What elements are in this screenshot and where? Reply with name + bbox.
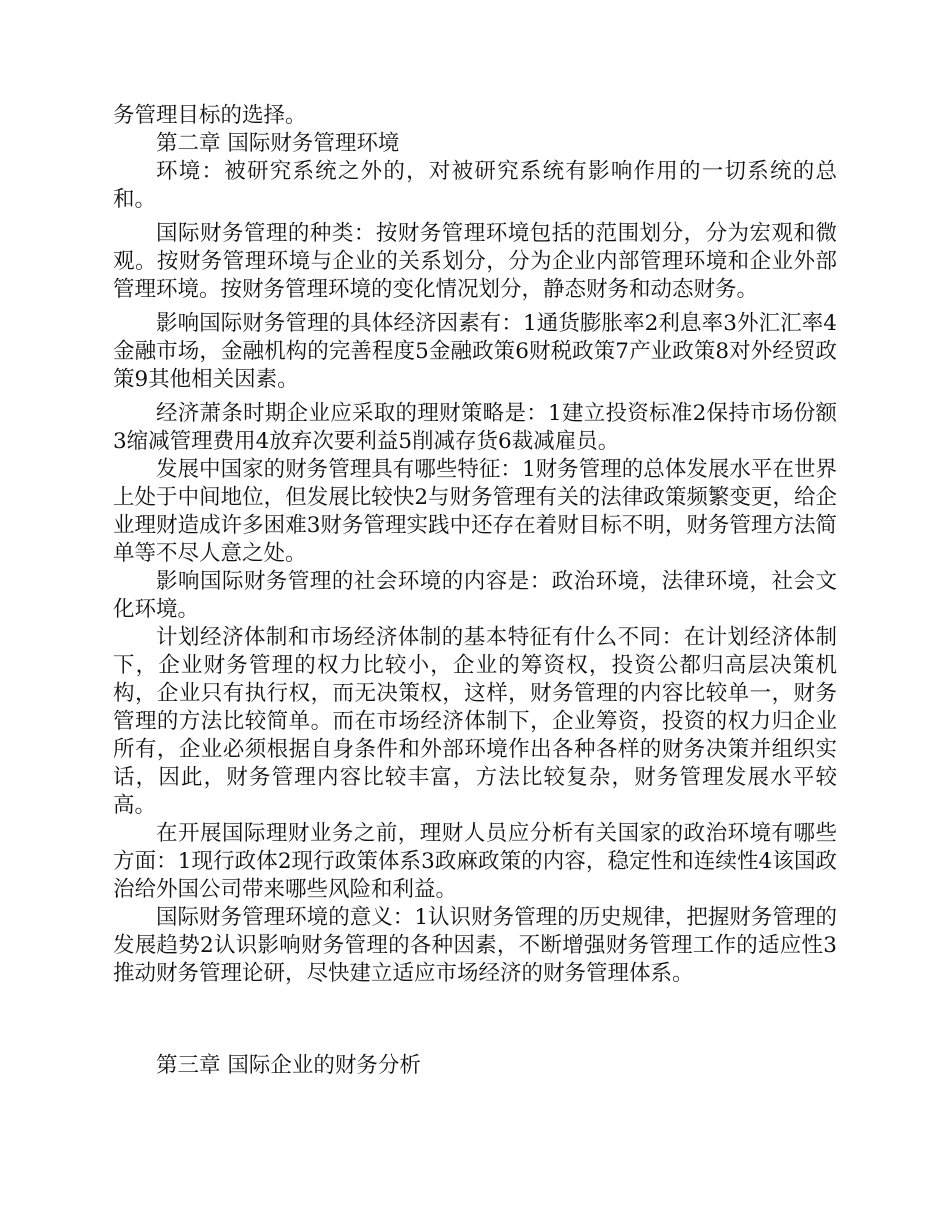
paragraph-economic-systems: 计划经济体制和市场经济体制的基本特征有什么不同：在计划经济体制下，企业财务管理的权力比较小，企业的筹资权，投资公都归高层决策机构，企业只有执行权，而无决策权，这样，财务管理的内容比较单一，财务管理的方法比较简单。而在市场经济体制下，企业筹资，投资的权力归企业所有，企业必须根据自身条件和外部环境作出各种各样的财务决策并组织实话，因此，财务管理内容比较丰富，方法比较复杂，财务管理发展水平较高。 — [113, 625, 837, 818]
paragraph-recession-strategy: 经济萧条时期企业应采取的理财策略是：1建立投资标准2保持市场份额3缩减管理费用4放弃次要利益5削减存货6裁减雇员。 — [113, 401, 837, 454]
paragraph-social-environment: 影响国际财务管理的社会环境的内容是：政治环境，法律环境，社会文化环境。 — [113, 569, 837, 622]
chapter-3-heading: 第三章 国际企业的财务分析 — [156, 1053, 421, 1078]
paragraph-significance: 国际财务管理环境的意义：1认识财务管理的历史规律，把握财务管理的发展趋势2认识影响财务管理的各种因素，不断增强财务管理工作的适应性3推动财务管理论研，尽快建立适应市场经济的财务管理体系。 — [113, 905, 837, 986]
chapter-2-heading: 第二章 国际财务管理环境 — [156, 131, 400, 156]
paragraph-developing-countries: 发展中国家的财务管理具有哪些特征：1财务管理的总体发展水平在世界上处于中间地位，但发展比较快2与财务管理有关的法律政策频繁变更，给企业理财造成许多困难3财务管理实践中还存在着财目标不明，财务管理方法简单等不尽人意之处。 — [113, 457, 837, 566]
paragraph-economic-factors: 影响国际财务管理的具体经济因素有：1通货膨胀率2利息率3外汇汇率4金融市场，金融机构的完善程度5金融政策6财税政策7产业政策8对外经贸政策9其他相关因素。 — [113, 311, 837, 392]
paragraph-environment-definition: 环境：被研究系统之外的，对被研究系统有影响作用的一切系统的总和。 — [113, 159, 837, 212]
paragraph-political-environment: 在开展国际理财业务之前，理财人员应分析有关国家的政治环境有哪些方面：1现行政体2现行政策体系3政麻政策的内容，稳定性和连续性4该国政治给外国公司带来哪些风险和利益。 — [113, 821, 837, 902]
paragraph-management-types: 国际财务管理的种类：按财务管理环境包括的范围划分，分为宏观和微观。按财务管理环境与企业的关系划分，分为企业内部管理环境和企业外部管理环境。按财务管理环境的变化情况划分，静态财务和动态财务。 — [113, 221, 837, 302]
document-page — [113, 102, 837, 1080]
continuation-text: 务管理目标的选择。 — [113, 103, 307, 128]
